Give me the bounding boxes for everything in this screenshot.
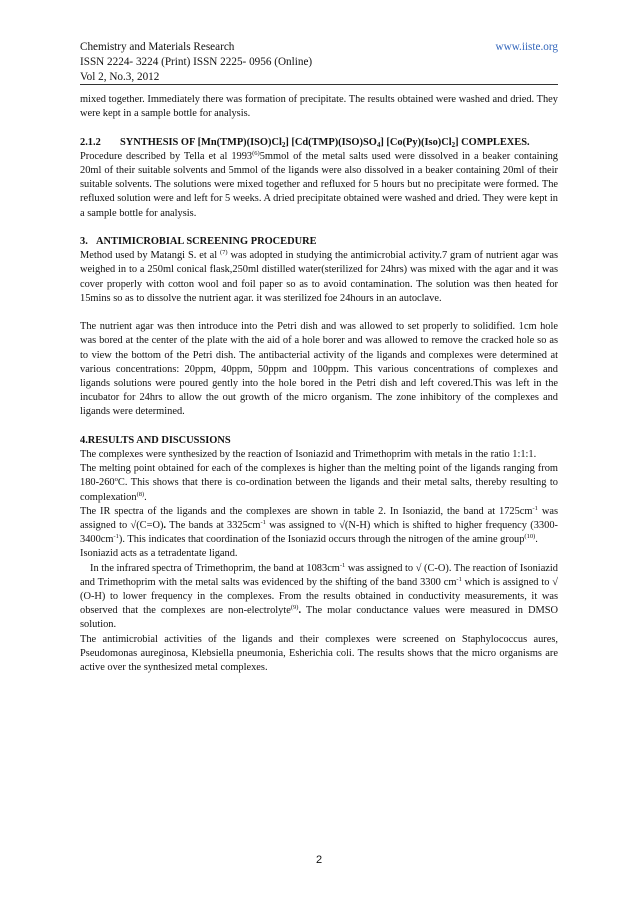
paragraph-method: Method used by Matangi S. et al $^{(7)}$ was adopted in studying the antimicrobial activity.7 gram of nutrient agar was weighed in to a 250ml conical flask,250ml distilled water(sterilized for 24hrs) was mixed with the agar and it was cover properly with cotton wool and foil paper so as to avoid contamination. The solution was then heated for 15mins so as to dissolve the nutrient agar. it was sterilized foe 24hours in an autoclave.: [80, 249, 558, 304]
section-number: 3.: [80, 236, 88, 247]
journal-name: Chemistry and Materials Research: [80, 41, 235, 53]
section-heading-4: 4.RESULTS AND DISCUSSIONS: [80, 434, 231, 446]
section-number: 2.1.2: [80, 136, 101, 148]
journal-url-link[interactable]: www.iiste.org: [495, 41, 558, 53]
paragraph-agar: The nutrient agar was then introduce into the Petri dish and was allowed to set properly to solidified. 1cm hole was bored at the center of the plate with the aid of a hole borer and was allowed to remove the cracked hole so as to view the bottom of the Petri dish. The antibacterial activity of the ligands and complexes were determined at various concentrations: 20ppm, 40ppm, 50ppm and 100ppm. This various concentrations of complexes and ligands solutions were poured gently into the hole bored in the Petri dish and left covered.This was left in the incubator for 24hrs to allow the out growth of the micro organism. The zone inhibitory of the complexes and ligands were determined.: [80, 321, 558, 418]
paragraph-intro: mixed together. Immediately there was formation of precipitate. The results obtained were washed and dried. They were kept in a sample bottle for analysis.: [80, 94, 558, 120]
running-header: [80, 40, 558, 85]
section-heading-2-1-2: 2.1.2 SYNTHESIS OF $[Mn(TMP)(ISO)Cl_2]$ $[Cd(TMP)(ISO)SO_4]$ $[Co(Py)(Iso)Cl_2]$ COMPLEXES.: [80, 136, 530, 149]
paragraph-trimethoprim: In the infrared spectra of Trimethoprim, the band at $1083cm^{-1}$ was assigned to √ (C-O). The reaction of Isoniazid and Trimethoprim with the metal salts was evidenced by the shifting of the band 3300 $cm^{-1}$ which is assigned to √ (O-H) to lower frequency in the complexes. From the results obtained in conductivity measurements, it was observed that the complexes are non-electrolyte$^{(9)}$. The molar conductance values were measured in DMSO solution.: [80, 561, 559, 631]
paragraph-complexes: The complexes were synthesized by the reaction of Isoniazid and Trimethoprim with metals in the ratio 1:1:1.: [80, 449, 537, 461]
paragraph-synthesis: Procedure described by Tella et al 1993$^{(6)}$5mmol of the metal salts used were dissolved in a beaker containing 20ml of their suitable solvents and 5mmol of the ligands were also dissolved in a beaker containing 20ml of their suitable solvents. The solutions were mixed together and refluxed for 5 hours but no precipitate were formed. The refluxed solution were and left for 5 weeks. A dried precipitate obtained were washed and dried. They were kept in a sample bottle for analysis.: [80, 149, 558, 219]
paragraph-ir-spectra: The IR spectra of the ligands and the complexes are shown in table 2. In Isoniazid, the band at $1725cm^{-1}$ was assigned to √(C=O). The bands at $3325cm^{-1}$ was assigned to √(N-H) which is shifted to higher frequency $(3300-3400cm^{-1})$. This indicates that coordination of the Isoniazid occurs through the nitrogen of the amine group$^{(10)}$.: [80, 504, 558, 546]
header-divider: [80, 84, 558, 85]
section-heading-3: 3. ANTIMICROBIAL SCREENING PROCEDURE: [80, 235, 558, 249]
page-number: 2: [315, 854, 323, 866]
citation-ref: (10): [524, 533, 536, 541]
paragraph-ligand: Isoniazid acts as a tetradentate ligand.: [80, 548, 238, 560]
citation-ref: (9): [290, 604, 299, 612]
volume-line: Vol 2, No.3, 2012: [80, 71, 160, 83]
citation-ref: (7): [220, 249, 228, 257]
citation-ref: (8): [136, 490, 145, 498]
article-body: [80, 93, 558, 675]
issn-line: ISSN 2224- 3224 (Print) ISSN 2225- 0956 (Online): [80, 56, 313, 68]
paragraph-melting-point: The melting point obtained for each of the complexes is higher than the melting point of the ligands ranging from 180-260$^o$C. This shows that there is co-ordination between the ligands and their metal salts, thereby resulting to complexation$^{(8)}$.: [80, 463, 558, 503]
paragraph-antimicrobial: The antimicrobial activities of the ligands and their complexes were screened on Staphylococcus aures, Pseudomonas aureginosa, Klebsiella pneumonia, Esherichia coli. The results shows that the micro organisms are active over the synthesized metal complexes.: [80, 633, 558, 674]
citation-ref: (6): [252, 149, 260, 157]
